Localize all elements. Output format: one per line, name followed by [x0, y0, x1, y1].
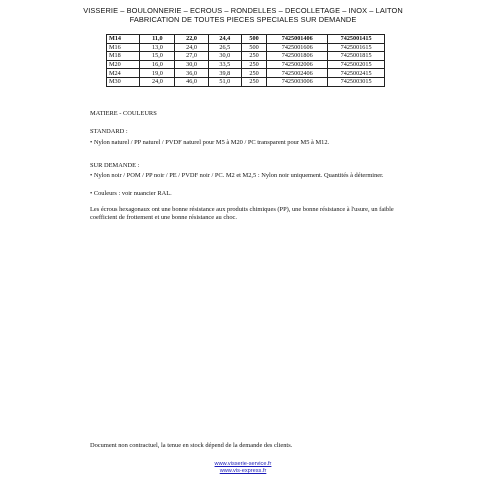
- table-cell: 22,0: [175, 35, 208, 44]
- table-cell: M14: [107, 35, 140, 44]
- table-row: [107, 52, 385, 61]
- table-row: [107, 43, 385, 52]
- table-cell: 7425001806: [267, 52, 328, 61]
- table-cell: 7425001406: [267, 35, 328, 44]
- table-cell: 11,0: [140, 35, 175, 44]
- header-line-1: VISSERIE – BOULONNERIE – ECROUS – RONDELLES – DECOLLETAGE – INOX – LAITON: [83, 6, 403, 15]
- website-link-vis-express[interactable]: www.vis-express.fr: [219, 468, 267, 474]
- table-cell: M16: [107, 43, 140, 52]
- table-cell: 30,0: [175, 60, 208, 69]
- sur-demande-title: SUR DEMANDE :: [90, 162, 140, 169]
- table-cell: 24,0: [175, 43, 208, 52]
- table-cell: 7425001606: [267, 43, 328, 52]
- table-cell: 7425002006: [267, 60, 328, 69]
- table-cell: M20: [107, 60, 140, 69]
- table-cell: 39,8: [208, 69, 241, 78]
- table-cell: 7425002415: [328, 69, 385, 78]
- table-cell: M30: [107, 77, 140, 86]
- footer-links: [0, 461, 486, 475]
- sur-demande-text: • Nylon noir / POM / PP noir / PE / PVDF noir / PC. M2 et M2,5 : Nylon noir uniquement. Quantités à déterminer.: [90, 172, 384, 179]
- table-cell: 500: [241, 35, 266, 44]
- table-cell: 13,0: [140, 43, 175, 52]
- table-cell: 250: [241, 69, 266, 78]
- table-row: [107, 77, 385, 86]
- disclaimer: Document non contractuel, la tenue en stock dépend de la demande des clients.: [90, 442, 293, 449]
- couleurs-text: • Couleurs : voir nuancier RAL.: [90, 190, 172, 197]
- table-row: [107, 69, 385, 78]
- header-line-2: FABRICATION DE TOUTES PIECES SPECIALES SUR DEMANDE: [129, 15, 357, 24]
- table-row: [107, 35, 385, 44]
- table-cell: 7425001615: [328, 43, 385, 52]
- document-header: [0, 6, 486, 24]
- table-cell: 27,0: [175, 52, 208, 61]
- table-cell: M24: [107, 69, 140, 78]
- table-cell: 46,0: [175, 77, 208, 86]
- standard-text: • Nylon naturel / PP naturel / PVDF naturel pour M5 à M20 / PC transparent pour M5 à M12.: [90, 139, 330, 146]
- table-cell: M18: [107, 52, 140, 61]
- table-cell: 33,5: [208, 60, 241, 69]
- table-cell: 250: [241, 52, 266, 61]
- table-cell: 19,0: [140, 69, 175, 78]
- table-cell: 36,0: [175, 69, 208, 78]
- table-cell: 15,0: [140, 52, 175, 61]
- table-cell: 500: [241, 43, 266, 52]
- table-row: [107, 60, 385, 69]
- table-cell: 24,0: [140, 77, 175, 86]
- table-cell: 26,5: [208, 43, 241, 52]
- properties-paragraph: Les écrous hexagonaux ont une bonne résistance aux produits chimiques (PP), une bonne résistance à l'usure, un faible coefficient de frottement et une bonne résistance au choc.: [90, 206, 394, 221]
- table-cell: 7425003006: [267, 77, 328, 86]
- table-cell: 7425002406: [267, 69, 328, 78]
- website-link-visserie-service[interactable]: www.visserie-service.fr: [214, 461, 272, 467]
- table-cell: 7425001815: [328, 52, 385, 61]
- table-cell: 7425001415: [328, 35, 385, 44]
- table-cell: 24,4: [208, 35, 241, 44]
- table-cell: 51,0: [208, 77, 241, 86]
- specs-table: [106, 34, 385, 87]
- table-cell: 7425003015: [328, 77, 385, 86]
- table-cell: 250: [241, 77, 266, 86]
- matiere-title: MATIERE - COULEURS: [90, 110, 157, 117]
- table-cell: 7425002015: [328, 60, 385, 69]
- table-cell: 250: [241, 60, 266, 69]
- table-cell: 30,0: [208, 52, 241, 61]
- standard-title: STANDARD :: [90, 128, 128, 135]
- table-cell: 16,0: [140, 60, 175, 69]
